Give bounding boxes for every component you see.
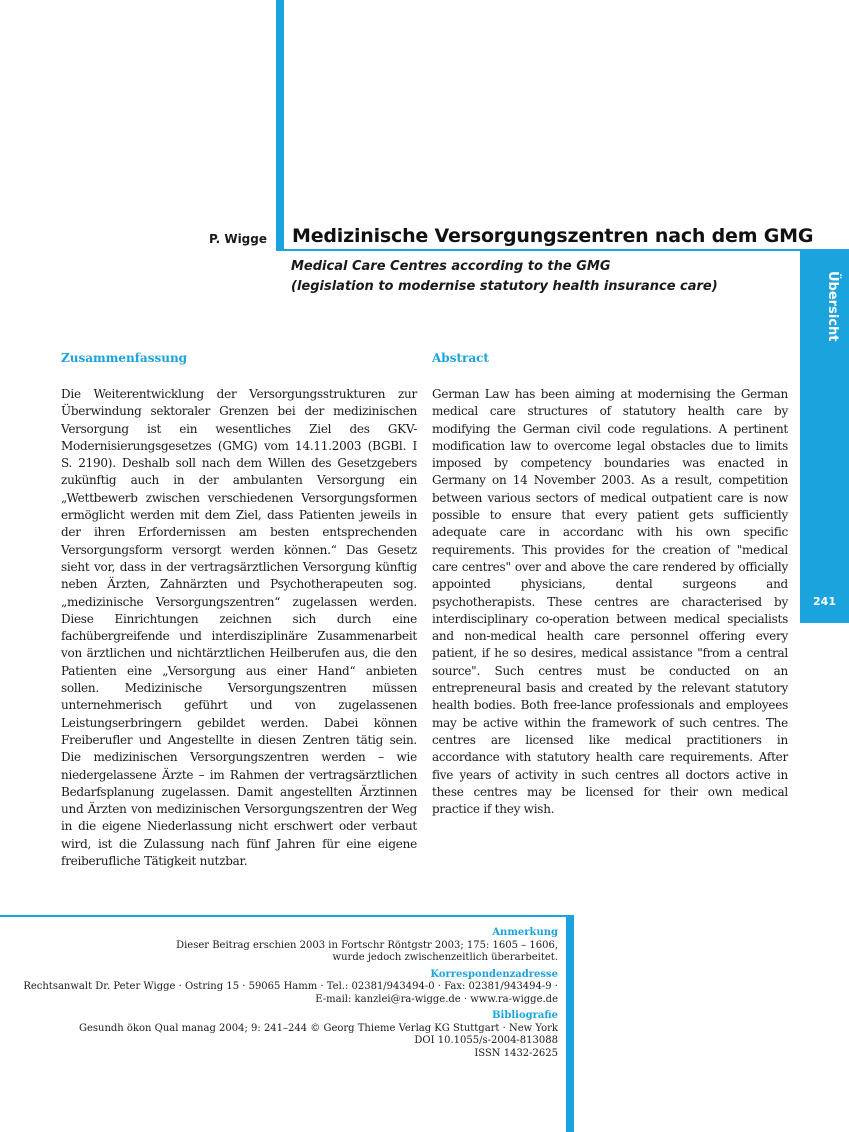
summary-heading: Zusammenfassung	[61, 351, 188, 365]
subtitle-line-2: (legislation to modernise statutory health insurance care)	[291, 279, 718, 294]
accent-bar-bottom	[566, 915, 574, 1132]
author-name: P. Wigge	[209, 232, 267, 246]
bibliography-line: ISSN 1432-2625	[474, 1047, 558, 1059]
summary-text: Die Weiterentwicklung der Versorgungsstrukturen zur Überwindung sektoraler Grenzen bei der medizinischen Versorgung ist ein wesentliches Ziel des GKV-Modernisierungsgesetzes (GMG) vom 14.11.2003 (BGBl. I S. 2190). Deshalb soll nach dem Willen des Gesetzgebers zukünftig auch in der ambulanten Versorgung ein „Wettbewerb zwischen verschiedenen Versorgungsformen ermöglicht werden mit dem Ziel, dass Patienten jeweils in der ihren Erfordernissen am besten entsprechenden Versorgungsform versorgt werden können.“ Das Gesetz sieht vor, dass in der vertragsärztlichen Versorgung künftig neben Ärzten, Zahnärzten und Psychotherapeuten sog. „medizinische Versorgungszentren“ zugelassen werden. Diese Einrichtungen zeichnen sich durch eine fachübergreifende und interdisziplinäre Zusammenarbeit von ärztlichen und nichtärztlichen Heilberufen aus, die den Patienten eine „Versorgung aus einer Hand“ anbieten sollen. Medizinische Versorgungszentren müssen unternehmerisch geführt und von zugelassenen Leistungserbringern gebildet werden. Dabei können Freiberufler und Angestellte in diesen Zentren tätig sein. Die medizinischen Versorgungszentren werden – wie niedergelassene Ärzte – im Rahmen der vertragsärztlichen Bedarfsplanung zugelassen. Damit angestellten Ärztinnen und Ärzten von medizinischen Versorgungszentren der Weg in die eigene Niederlassung nicht erschwert oder verbaut wird, ist die Zulassung nach fünf Jahren für eine eigene freiberufliche Tätigkeit nutzbar.	[61, 387, 417, 869]
article-title: Medizinische Versorgungszentren nach dem GMG	[292, 225, 814, 247]
bibliography-line: DOI 10.1055/s-2004-813088	[414, 1035, 558, 1046]
subtitle-line-1: Medical Care Centres according to the GMG	[291, 259, 611, 274]
abstract-heading: Abstract	[432, 351, 489, 365]
page-number: 241	[813, 595, 836, 608]
bibliography-line: Gesundh ökon Qual manag 2004; 9: 241–244 © Georg Thieme Verlag KG Stuttgart · New York	[78, 1022, 558, 1034]
accent-bar-top	[276, 0, 284, 251]
english-subtitle	[291, 257, 791, 297]
note-line: wurde jedoch zwischenzeitlich überarbeitet.	[332, 952, 558, 963]
note-heading: Anmerkung	[492, 927, 558, 938]
bibliography-heading: Bibliografie	[492, 1010, 558, 1021]
correspondence-heading: Korrespondenzadresse	[430, 968, 558, 980]
correspondence-line: E-mail: kanzlei@ra-wigge.de · www.ra-wigge.de	[315, 993, 558, 1005]
note-line: Dieser Beitrag erschien 2003 in Fortschr Röntgstr 2003; 175: 1605 – 1606,	[176, 939, 558, 951]
header-rule	[276, 249, 849, 251]
section-label: Übersicht	[825, 271, 840, 342]
section-side-tab	[800, 251, 849, 623]
correspondence-line: Rechtsanwalt Dr. Peter Wigge · Ostring 15 · 59065 Hamm · Tel.: 02381/943494-0 · Fax: 02381/943494-9 ·	[23, 981, 558, 992]
article-footer	[20, 927, 558, 1060]
abstract-text: German Law has been aiming at modernising the German medical care structures of statutory health care by modifying the German civil code regulations. A pertinent modification law to overcome legal obstacles due to limits imposed by competency boundaries was enacted in Germany on 14 November 2003. As a result, competition between various sectors of medical outpatient care is now possible to ensure that every patient gets sufficiently adequate care in accordanc with his own specific requirements. This provides for the creation of "medical care centres" over and above the care rendered by officially appointed physicians, dental surgeons and psychotherapists. These centres are characterised by interdisciplinary co-operation between medical specialists and non-medical health care personnel offering every patient, if he so desires, medical assistance "from a central source". Such centres must be conducted on an entrepreneural basis and created by the relevant statutory health bodies. Both free-lance professionals and employees may be active within the framework of such centres. The centres are licensed like medical practitioners in accordance with statutory health care requirements. After five years of activity in such centres all doctors active in these centres may be licensed for their own medical practice if they wish.	[432, 387, 788, 817]
footer-rule	[0, 915, 574, 917]
